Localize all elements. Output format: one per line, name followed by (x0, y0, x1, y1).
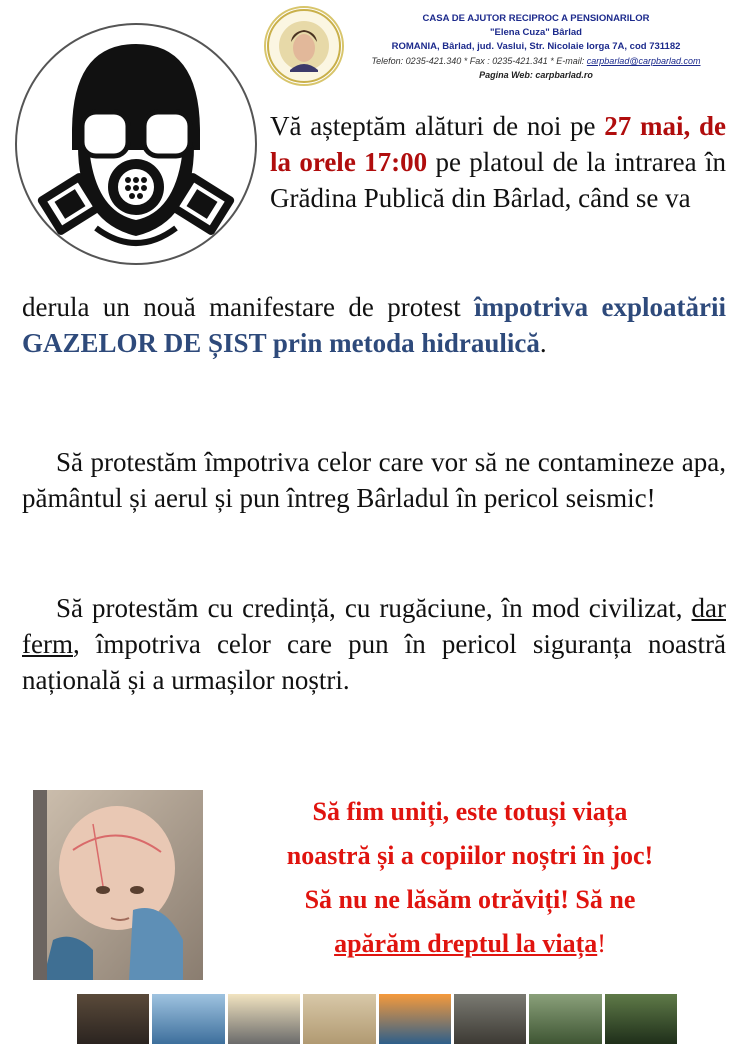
callout-line-4-wrap (205, 922, 735, 966)
strip-image-forest (605, 994, 677, 1044)
strip-image-smokestacks (228, 994, 300, 1044)
strip-image-protester (77, 994, 149, 1044)
event-date: 27 mai, de la orele 17:00 (270, 111, 726, 177)
strip-image-water-bottle (529, 994, 601, 1044)
gas-mask-icon (14, 22, 258, 266)
phone-fax-text: Telefon: 0235-421.340 * Fax : 0235-421.341 * E-mail: (371, 56, 587, 66)
email-link[interactable]: carpbarlad@carpbarlad.com (586, 56, 701, 66)
org-subtitle: "Elena Cuza" Bârlad (490, 27, 582, 38)
period: . (539, 328, 547, 358)
protest-topic: împotriva exploatării GAZELOR DE ȘIST prin metoda hidraulică (22, 292, 727, 358)
civilized-text-start: Să protestăm cu credință, cu rugăciune, în mod civilizat, (56, 593, 692, 623)
strip-image-oil-rig-fire (379, 994, 451, 1044)
callout-line-3: Să nu ne lăsăm otrăviți! Să ne (304, 885, 636, 914)
strip-image-rubble (454, 994, 526, 1044)
website-line: Pagina Web: carpbarlad.ro (479, 70, 593, 80)
exclamation: ! (597, 929, 606, 958)
invitation-paragraph-top (270, 108, 726, 216)
strip-image-oil-water (152, 994, 224, 1044)
org-address: ROMANIA, Bârlad, jud. Vaslui, Str. Nicolaie Iorga 7A, cod 731182 (391, 41, 681, 52)
callout-line-2: noastră și a copiilor noștri în joc! (286, 841, 654, 870)
invitation-text-start: Vă așteptăm alături de noi pe (270, 111, 605, 141)
contact-line (326, 54, 736, 68)
image-strip (77, 994, 677, 1044)
invitation-paragraph-bottom (22, 289, 726, 361)
invitation-text-location: pe platoul de la intrarea în Grădina Publică din Bârlad, când se va (270, 147, 726, 213)
invitation-text-protest: derula un nouă manifestare de protest (22, 292, 475, 322)
callout-line-1: Să fim uniți, este totuși viața (312, 797, 628, 826)
protest-paragraph-civilized (22, 590, 726, 698)
org-name: CASA DE AJUTOR RECIPROC A PENSIONARILOR (422, 13, 650, 24)
header-block (326, 12, 736, 82)
protest-paragraph-environment: Să protestăm împotriva celor care vor să ne contamineze apa, pământul și aerul și pun întreg Bârladul în pericol seismic! (22, 447, 726, 513)
callout-line-4: apărăm dreptul la viața (334, 929, 598, 958)
strip-image-cracked-earth (303, 994, 375, 1044)
child-patient-photo (33, 790, 203, 980)
solidarity-callout (205, 790, 735, 966)
civilized-text-end: , împotriva celor care pun în pericol siguranța noastră națională și a urmașilor noștri. (22, 629, 726, 695)
but-firm-underlined: dar ferm (22, 593, 726, 659)
